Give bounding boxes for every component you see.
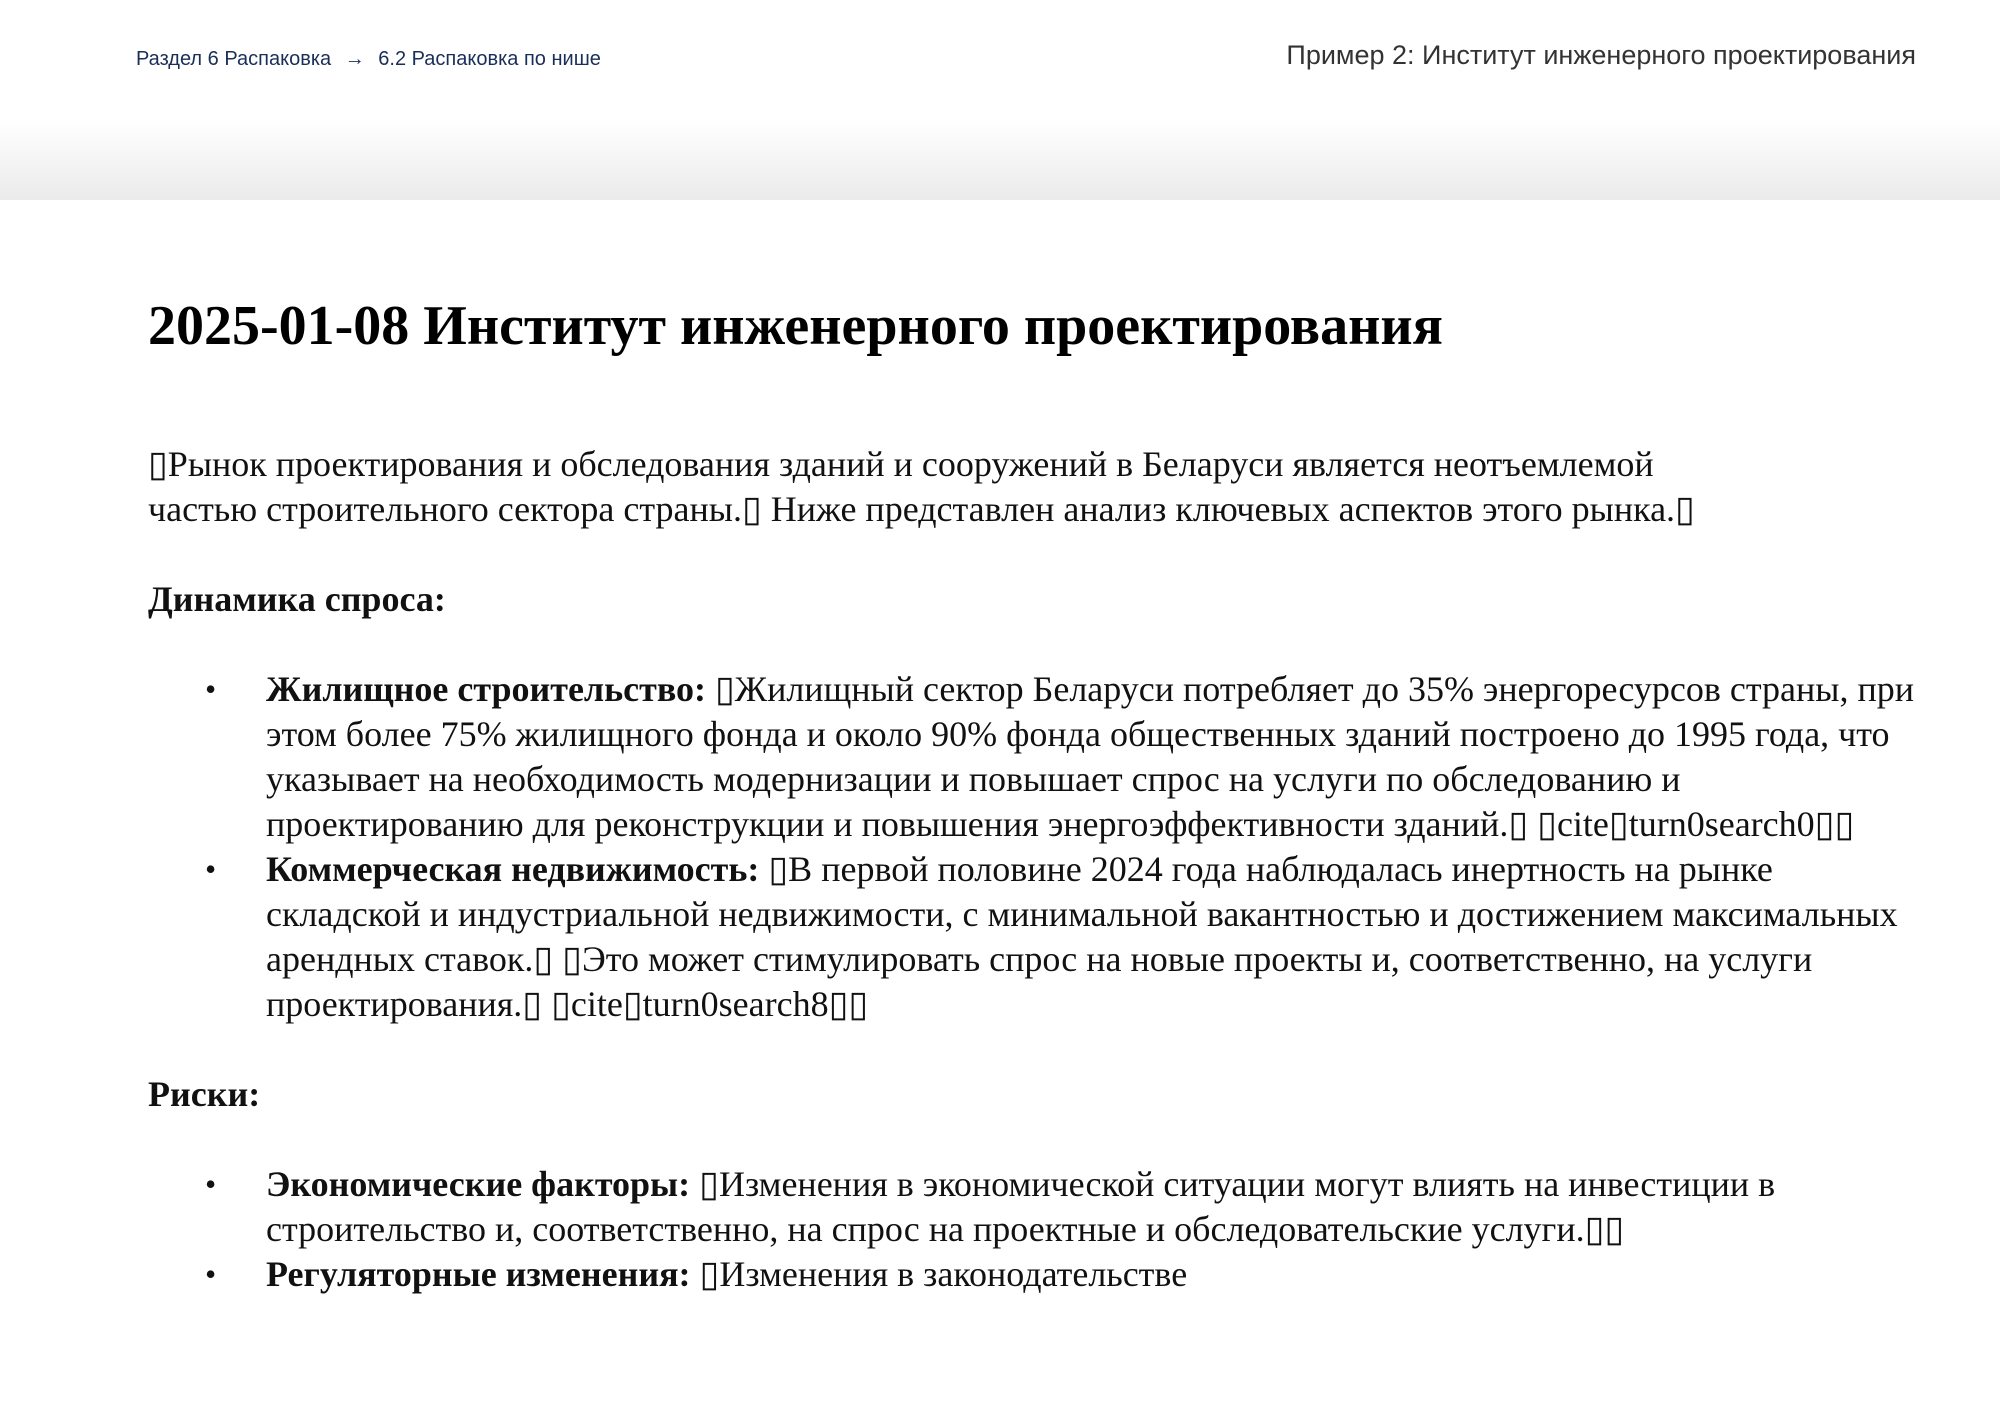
list-item: [148, 847, 1928, 1027]
item-text: ▯Жилищный сектор Беларуси потребляет до 35% энергоресурсов страны, при этом более 75% жилищного фонда и около 90% фонда общественных зданий построено до 1995 года, что указывает на необходимость модернизации и повышает спрос на услуги по обследованию и проектированию для реконструкции и повышения энергоэффективности зданий.▯ ▯cite▯turn0search0▯▯: [266, 669, 1914, 844]
item-text: ▯Изменения в законодательстве: [690, 1254, 1188, 1294]
item-text: ▯В первой половине 2024 года наблюдалась инертность на рынке складской и индустриальной недвижимости, с минимальной вакантностью и достижением максимальных арендных ставок.▯ ▯Это может стимулировать спрос на новые проекты и, соответственно, на услуги проектирования.▯ ▯cite▯turn0search8▯▯: [266, 849, 1898, 1024]
list-item: [148, 1252, 1928, 1297]
demand-list: [148, 667, 1914, 1027]
breadcrumb: [136, 48, 601, 71]
list-item: [148, 667, 1928, 847]
bullet-icon: •: [205, 851, 217, 887]
risks-heading: Риски:: [148, 1074, 261, 1114]
bullet-icon: •: [205, 671, 217, 707]
bullet-icon: •: [205, 1166, 217, 1202]
item-lead: Жилищное строительство:: [266, 669, 706, 709]
example-title: Пример 2: Институт инженерного проектирования: [1286, 40, 1916, 70]
demand-heading: Динамика спроса:: [148, 579, 446, 619]
item-lead: Регуляторные изменения:: [266, 1254, 691, 1294]
document-title: 2025-01-08 Институт инженерного проектирования: [148, 295, 1443, 357]
bullet-icon: •: [205, 1256, 217, 1292]
item-lead: Коммерческая недвижимость:: [266, 849, 760, 889]
breadcrumb-arrow-icon: →: [344, 48, 365, 70]
list-item: [148, 1162, 1928, 1252]
item-text: ▯Изменения в экономической ситуации могут влиять на инвестиции в строительство и, соответственно, на спрос на проектные и обследовательские услуги.▯▯: [266, 1164, 1776, 1249]
intro-paragraph: ▯Рынок проектирования и обследования зданий и сооружений в Беларуси является неотъемлемой частью строительного сектора страны.▯ Ниже представлен анализ ключевых аспектов этого рынка.▯: [148, 444, 1695, 529]
document-body: [148, 290, 1914, 1297]
page-header: [0, 0, 2000, 200]
item-lead: Экономические факторы:: [266, 1164, 691, 1204]
breadcrumb-subsection[interactable]: 6.2 Распаковка по нише: [378, 48, 601, 70]
risks-list: [148, 1162, 1848, 1297]
breadcrumb-section[interactable]: Раздел 6 Распаковка: [136, 48, 332, 70]
